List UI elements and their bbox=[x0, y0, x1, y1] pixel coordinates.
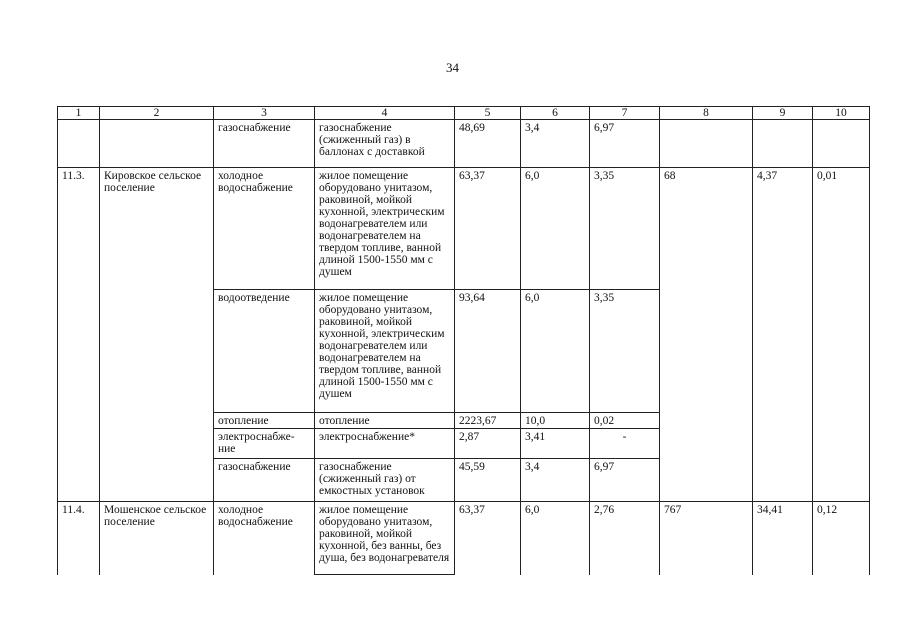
value-cell: 63,37 bbox=[455, 502, 521, 575]
service-cell: отопление bbox=[214, 413, 315, 429]
value-cell: 0,01 bbox=[813, 168, 870, 502]
value-cell: - bbox=[590, 429, 660, 459]
value-cell: 34,41 bbox=[753, 502, 813, 575]
service-cell: водоотведение bbox=[214, 290, 315, 413]
value-cell: 68 bbox=[660, 168, 753, 502]
value-cell: 93,64 bbox=[455, 290, 521, 413]
value-cell bbox=[753, 120, 813, 168]
settlement-cell bbox=[100, 120, 214, 168]
service-cell: электроснабже- ние bbox=[214, 429, 315, 459]
table-row bbox=[58, 168, 870, 290]
service-cell: холодное водоснабжение bbox=[214, 502, 315, 575]
row-number-cell: 11.4. bbox=[58, 502, 100, 575]
service-cell: холодное водоснабжение bbox=[214, 168, 315, 290]
value-cell: 0,12 bbox=[813, 502, 870, 575]
value-cell: 6,97 bbox=[590, 459, 660, 502]
value-cell: 48,69 bbox=[455, 120, 521, 168]
col-header-5: 5 bbox=[455, 107, 521, 120]
table-row bbox=[58, 120, 870, 168]
description-cell: газоснабжение (сжиженный газ) от емкостных установок bbox=[315, 459, 455, 502]
value-cell: 3,41 bbox=[521, 429, 590, 459]
col-header-9: 9 bbox=[753, 107, 813, 120]
value-cell: 45,59 bbox=[455, 459, 521, 502]
row-number-cell bbox=[58, 120, 100, 168]
description-cell: отопление bbox=[315, 413, 455, 429]
value-cell: 3,35 bbox=[590, 168, 660, 290]
value-cell: 3,4 bbox=[521, 459, 590, 502]
value-cell: 3,35 bbox=[590, 290, 660, 413]
description-cell: жилое помещение оборудовано унитазом, раковиной, мойкой кухонной, без ванны, без душа, без водонагревателя bbox=[315, 502, 455, 575]
value-cell: 10,0 bbox=[521, 413, 590, 429]
col-header-8: 8 bbox=[660, 107, 753, 120]
value-cell: 0,02 bbox=[590, 413, 660, 429]
col-header-10: 10 bbox=[813, 107, 870, 120]
service-cell: газоснабжение bbox=[214, 459, 315, 502]
value-cell: 3,4 bbox=[521, 120, 590, 168]
description-cell: газоснабжение (сжиженный газ) в баллонах с доставкой bbox=[315, 120, 455, 168]
col-header-3: 3 bbox=[214, 107, 315, 120]
service-cell: газоснабжение bbox=[214, 120, 315, 168]
settlement-cell: Мошенское сельское поселение bbox=[100, 502, 214, 575]
value-cell: 6,97 bbox=[590, 120, 660, 168]
description-cell: жилое помещение оборудовано унитазом, раковиной, мойкой кухонной, электрическим водонагревателем или водонагревателем на твердом топливе, ванной длиной 1500-1550 мм с душем bbox=[315, 168, 455, 290]
row-number-cell: 11.3. bbox=[58, 168, 100, 502]
value-cell: 2223,67 bbox=[455, 413, 521, 429]
column-number-row bbox=[58, 107, 870, 120]
value-cell: 6,0 bbox=[521, 502, 590, 575]
description-cell: электроснабжение* bbox=[315, 429, 455, 459]
value-cell bbox=[813, 120, 870, 168]
table-row bbox=[58, 502, 870, 575]
col-header-7: 7 bbox=[590, 107, 660, 120]
value-cell: 2,87 bbox=[455, 429, 521, 459]
col-header-2: 2 bbox=[100, 107, 214, 120]
value-cell: 4,37 bbox=[753, 168, 813, 502]
value-cell: 767 bbox=[660, 502, 753, 575]
value-cell bbox=[660, 120, 753, 168]
col-header-1: 1 bbox=[58, 107, 100, 120]
col-header-6: 6 bbox=[521, 107, 590, 120]
value-cell: 2,76 bbox=[590, 502, 660, 575]
settlement-cell: Кировское сельское поселение bbox=[100, 168, 214, 502]
description-cell: жилое помещение оборудовано унитазом, раковиной, мойкой кухонной, электрическим водонагревателем или водонагревателем на твердом топливе, ванной длиной 1500-1550 мм с душем bbox=[315, 290, 455, 413]
value-cell: 63,37 bbox=[455, 168, 521, 290]
tariff-table bbox=[57, 106, 870, 575]
value-cell: 6,0 bbox=[521, 290, 590, 413]
col-header-4: 4 bbox=[315, 107, 455, 120]
value-cell: 6,0 bbox=[521, 168, 590, 290]
page-number: 34 bbox=[446, 60, 459, 75]
